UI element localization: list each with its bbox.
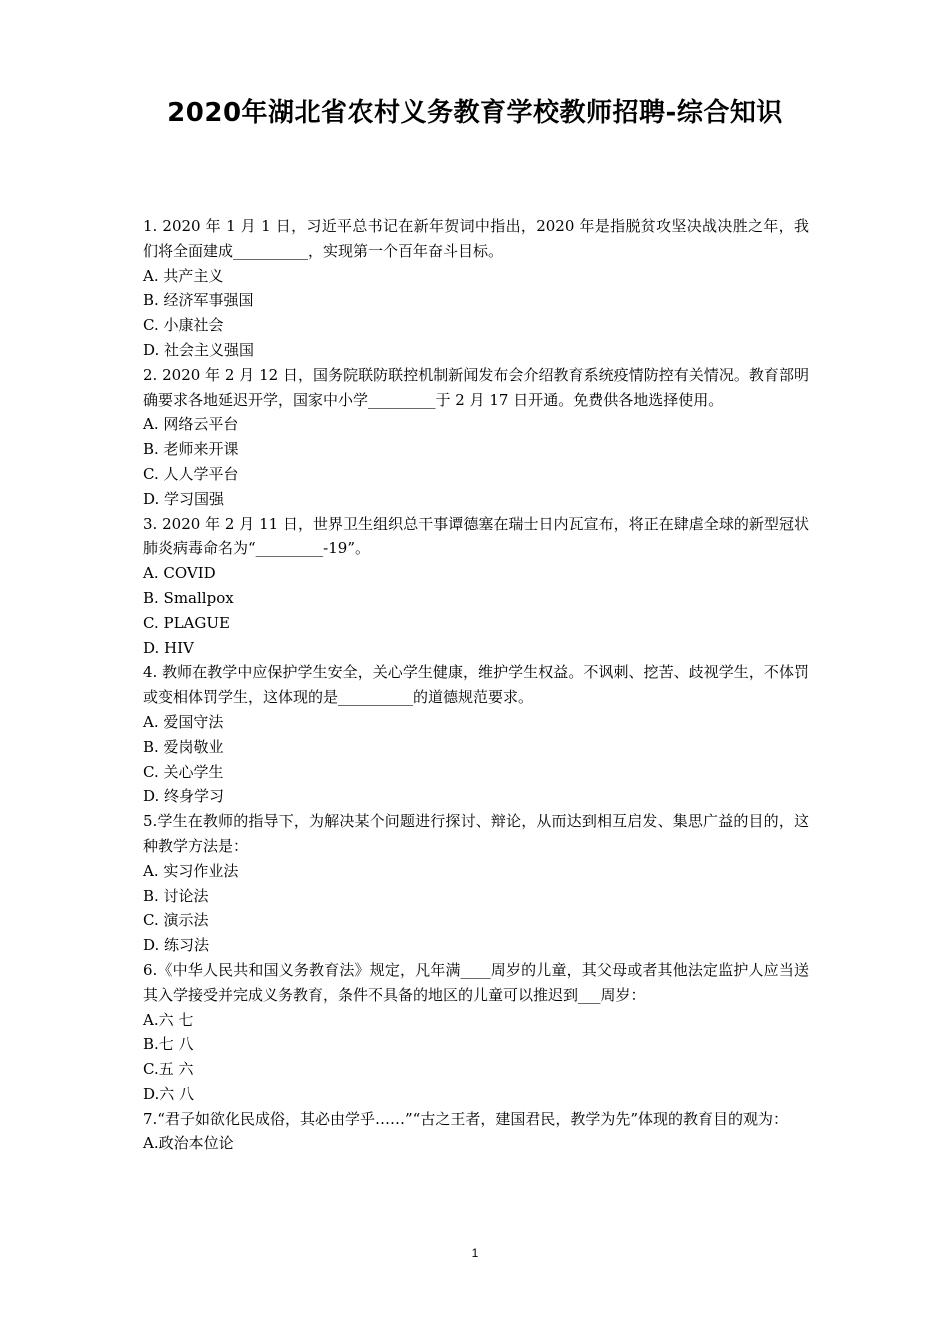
question-text: 5.学生在教师的指导下，为解决某个问题进行探讨、辩论，从而达到相互启发、集思广益的目的，这种教学方法是： — [143, 812, 809, 855]
option-d: D. 学习国强 — [143, 489, 225, 508]
option-c: C. PLAGUE — [143, 613, 230, 632]
option-a: A. COVID — [143, 564, 216, 583]
question-list — [143, 214, 809, 1156]
option-c: C. 关心学生 — [143, 762, 224, 781]
question-1 — [143, 214, 809, 363]
option-a: A. 实习作业法 — [143, 861, 239, 880]
option-b: B. 讨论法 — [143, 886, 209, 905]
option-a: A. 网络云平台 — [143, 415, 239, 434]
option-d: D. HIV — [143, 638, 194, 657]
option-b: B. 经济军事强国 — [143, 291, 254, 310]
option-c: C.五 六 — [143, 1060, 194, 1079]
option-b: B. 爱岗敬业 — [143, 737, 224, 756]
question-text: 6.《中华人民共和国义务教育法》规定，凡年满____周岁的儿童，其父母或者其他法定监护人应当送其入学接受并完成义务教育，条件不具备的地区的儿童可以推迟到___周岁： — [143, 960, 809, 1004]
question-text: 4. 教师在教学中应保护学生安全，关心学生健康，维护学生权益。不讽刺、挖苦、歧视学生，不体罚或变相体罚学生，这体现的是__________的道德规范要求。 — [143, 663, 809, 707]
question-text: 2. 2020 年 2 月 12 日，国务院联防联控机制新闻发布会介绍教育系统疫情防控有关情况。教育部明确要求各地延迟开学，国家中小学_________于 2 月 17 日开通。免费供各地选择使用。 — [143, 365, 809, 409]
document-title: 2020年湖北省农村义务教育学校教师招聘-综合知识 — [167, 98, 783, 128]
option-d: D. 社会主义强国 — [143, 340, 255, 359]
option-a: A. 爱国守法 — [143, 712, 224, 731]
option-a: A.政治本位论 — [143, 1134, 234, 1153]
question-6 — [143, 958, 809, 1107]
option-b: B. 老师来开课 — [143, 440, 239, 459]
option-a: A.六 七 — [143, 1010, 194, 1029]
page-number: 1 — [471, 1246, 479, 1260]
option-d: D. 练习法 — [143, 936, 210, 955]
question-text: 3. 2020 年 2 月 11 日，世界卫生组织总干事谭德塞在瑞士日内瓦宣布，将正在肆虐全球的新型冠状肺炎病毒命名为“_________-19”。 — [143, 514, 809, 558]
option-a: A. 共产主义 — [143, 266, 224, 285]
option-b: B.七 八 — [143, 1035, 194, 1054]
question-4 — [143, 660, 809, 809]
question-text: 1. 2020 年 1 月 1 日，习近平总书记在新年贺词中指出，2020 年是指脱贫攻坚决战决胜之年，我们将全面建成__________，实现第一个百年奋斗目标。 — [143, 217, 809, 260]
question-2 — [143, 363, 809, 512]
question-5 — [143, 809, 809, 958]
option-b: B. Smallpox — [143, 588, 234, 607]
question-text: 7.“君子如欲化民成俗，其必由学乎……”“古之王者，建国君民，教学为先”体现的教育目的观为： — [143, 1109, 788, 1128]
option-c: C. 演示法 — [143, 911, 209, 930]
option-c: C. 小康社会 — [143, 316, 224, 335]
option-c: C. 人人学平台 — [143, 464, 239, 483]
question-3 — [143, 512, 809, 661]
option-d: D.六 八 — [143, 1084, 195, 1103]
option-d: D. 终身学习 — [143, 787, 225, 806]
question-7 — [143, 1107, 809, 1157]
